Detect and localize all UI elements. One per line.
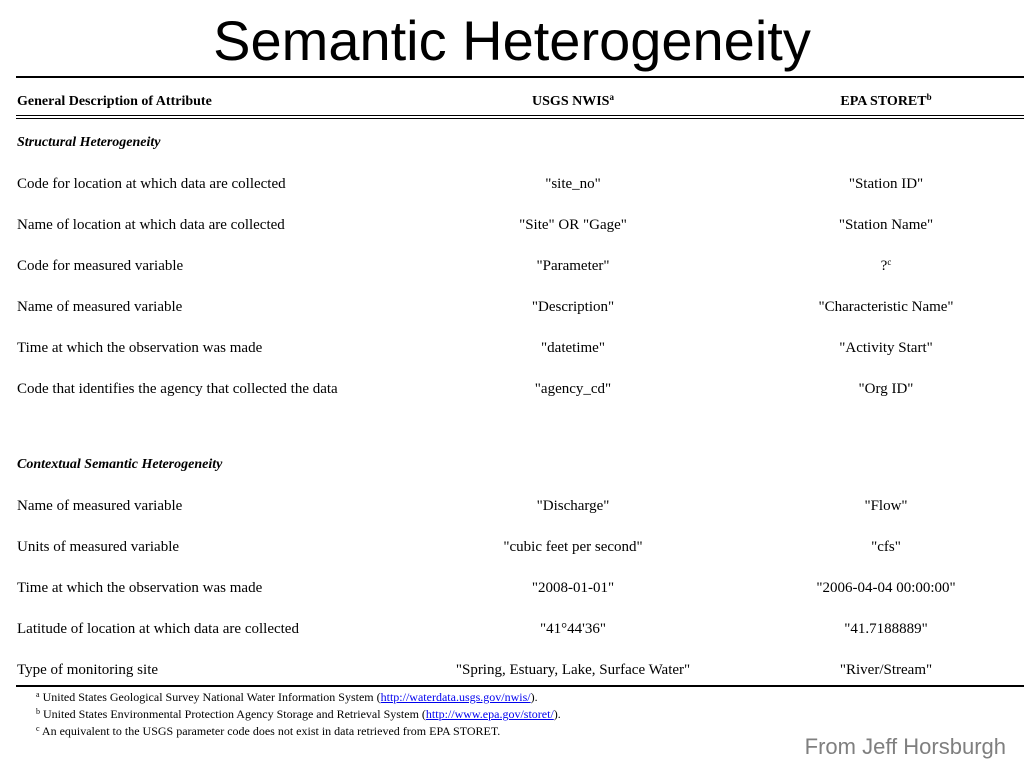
epa-storet-link[interactable]: http://www.epa.gov/storet/	[425, 707, 554, 721]
row-nwis-value: "cubic feet per second"	[503, 539, 643, 555]
row-storet-value: "Characteristic Name"	[818, 299, 954, 315]
usgs-nwis-link[interactable]: http://waterdata.usgs.gov/nwis/	[380, 690, 531, 704]
row-storet-value: "Station ID"	[848, 176, 924, 192]
footnote-a: $^a$ United States Geological Survey National Water Information System (http://waterdata.usgs.gov/nwis/).	[36, 690, 538, 704]
row-nwis-value: "datetime"	[541, 340, 605, 356]
row-description: Name of measured variable	[17, 299, 183, 315]
row-nwis-value: "site_no"	[545, 176, 601, 192]
row-storet-value: "Org ID"	[858, 381, 914, 397]
row-nwis-value: "Description"	[531, 299, 615, 315]
row-nwis-value: "agency_cd"	[534, 381, 612, 397]
row-nwis-value: "Parameter"	[536, 258, 610, 274]
header-rule	[16, 115, 1024, 116]
row-description: Name of measured variable	[17, 498, 183, 514]
row-storet-value: "Flow"	[864, 498, 908, 514]
row-description: Type of monitoring site	[17, 662, 159, 678]
row-description: Name of location at which data are collected	[17, 217, 285, 233]
row-description: Code that identifies the agency that collected the data	[17, 381, 338, 397]
footnote-b: $^b$ United States Environmental Protection Agency Storage and Retrieval System (http://www.epa.gov/storet/).	[36, 707, 561, 721]
row-description: Time at which the observation was made	[17, 340, 263, 356]
row-description: Latitude of location at which data are collected	[17, 621, 299, 637]
section-title-structural: Structural Heterogeneity	[17, 135, 161, 150]
table-bottom-rule	[16, 685, 1024, 687]
section-title-contextual: Contextual Semantic Heterogeneity	[17, 457, 223, 472]
table-top-rule	[16, 76, 1024, 78]
row-nwis-value: "41°44'36"	[540, 621, 606, 637]
credit-text: From Jeff Horsburgh	[804, 734, 1006, 759]
row-storet-value: "Activity Start"	[839, 340, 933, 356]
row-storet-value: "cfs"	[871, 539, 901, 555]
page-title: Semantic Heterogeneity	[213, 9, 811, 72]
header-usgs-nwis: USGS NWIS$^a$	[532, 92, 614, 109]
row-nwis-value: "2008-01-01"	[531, 580, 615, 596]
row-storet-value: "41.7188889"	[844, 621, 928, 637]
row-description: Units of measured variable	[17, 539, 180, 555]
row-nwis-value: "Discharge"	[536, 498, 610, 514]
row-storet-value: "River/Stream"	[839, 662, 933, 678]
row-nwis-value: "Spring, Estuary, Lake, Surface Water"	[455, 662, 691, 678]
footnote-c: $^c$ An equivalent to the USGS parameter code does not exist in data retrieved from EPA STORET.	[36, 724, 501, 738]
row-storet-value: ?$^c$	[880, 257, 892, 274]
row-nwis-value: "Site" OR "Gage"	[519, 217, 627, 233]
row-description: Code for location at which data are collected	[17, 176, 286, 192]
header-rule	[16, 118, 1024, 119]
header-epa-storet: EPA STORET$^b$	[840, 92, 932, 109]
row-storet-value: "Station Name"	[838, 217, 934, 233]
row-description: Code for measured variable	[17, 258, 184, 274]
row-storet-value: "2006-04-04 00:00:00"	[816, 580, 956, 596]
row-description: Time at which the observation was made	[17, 580, 263, 596]
header-description: General Description of Attribute	[17, 94, 212, 109]
